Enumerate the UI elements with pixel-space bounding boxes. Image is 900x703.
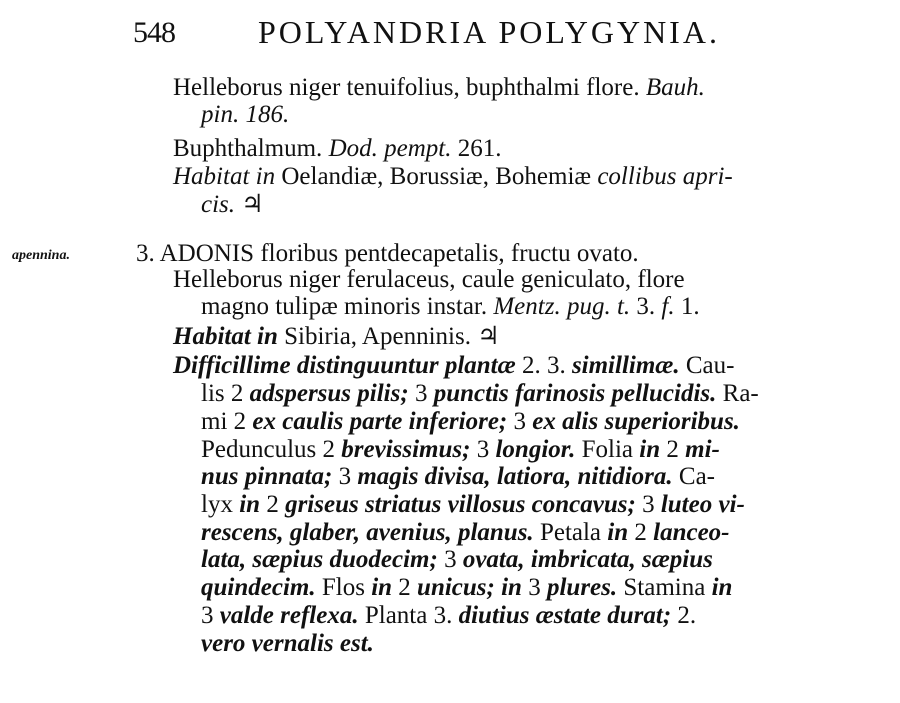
text-line: lyx in 2 griseus striatus villosus concavus; 3 luteo vi-	[201, 491, 745, 518]
page-header	[0, 12, 900, 52]
text-line: Habitat in Sibiria, Apenninis. ♃	[173, 323, 500, 350]
running-title: POLYANDRIA POLYGYNIA.	[258, 14, 720, 50]
text-line: Pedunculus 2 brevissimus; 3 longior. Folia in 2 mi-	[201, 436, 720, 463]
page-number: 548	[133, 16, 175, 49]
text-line: Helleborus niger ferulaceus, caule geniculato, flore	[173, 266, 685, 293]
text-line: Helleborus niger tenuifolius, buphthalmi flore. Bauh.	[173, 74, 705, 101]
text-line: 3 valde reflexa. Planta 3. diutius æstate durat; 2.	[201, 602, 697, 629]
text-line: magno tulipæ minoris instar. Mentz. pug. t. 3. f. 1.	[201, 293, 700, 320]
text-line: Buphthalmum. Dod. pempt. 261.	[173, 135, 502, 162]
text-line: Difficillime distinguuntur plantæ 2. 3. simillimæ. Cau-	[173, 352, 735, 379]
text-line: lis 2 adspersus pilis; 3 punctis farinosis pellucidis. Ra-	[201, 380, 759, 407]
text-line: mi 2 ex caulis parte inferiore; 3 ex alis superioribus.	[201, 408, 740, 435]
text-line: pin. 186.	[201, 101, 290, 128]
species-heading: 3. ADONIS floribus pentdecapetalis, fructu ovato.	[136, 240, 639, 267]
text-line: rescens, glaber, avenius, planus. Petala in 2 lanceo-	[201, 519, 730, 546]
text-line: lata, sæpius duodecim; 3 ovata, imbricata, sæpius	[201, 546, 713, 573]
text-line: Habitat in Oelandiæ, Borussiæ, Bohemiæ collibus apri-	[173, 163, 733, 190]
margin-species-label: apennina.	[12, 248, 70, 263]
text-line: vero vernalis est.	[201, 630, 374, 657]
text-line: quindecim. Flos in 2 unicus; in 3 plures. Stamina in	[201, 574, 733, 601]
text-line: nus pinnata; 3 magis divisa, latiora, nitidiora. Ca-	[201, 463, 715, 490]
text-line: cis. ♃	[201, 191, 264, 218]
